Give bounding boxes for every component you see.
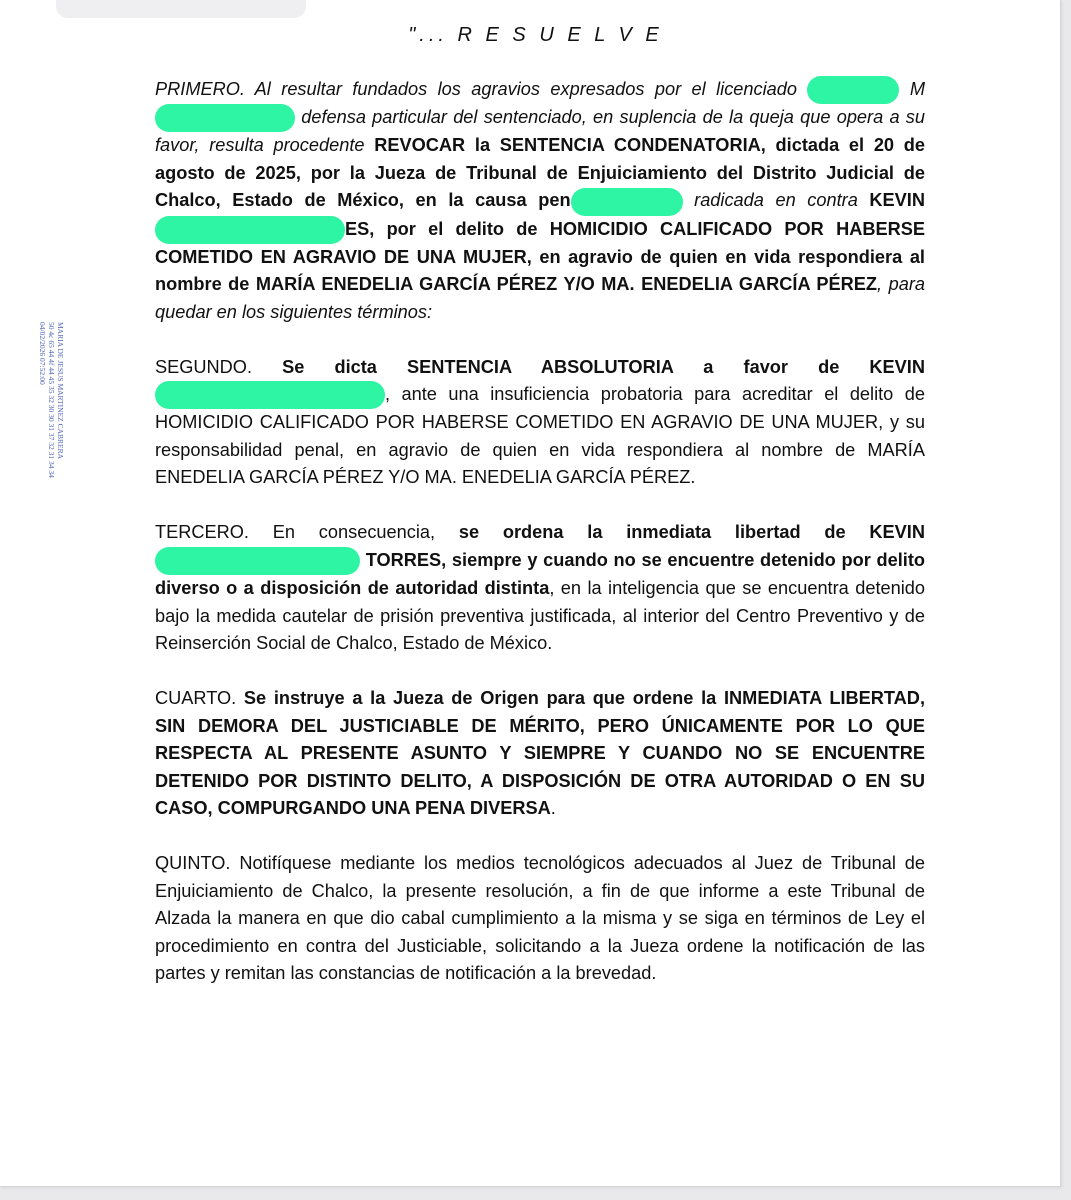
primero-text-1: Al resultar fundados los agravios expresados por el licenciado <box>244 79 808 99</box>
paragraph-cuarto <box>155 685 925 823</box>
tercero-text-2: , en la inteligencia que se encuentra detenido bajo la medida cautelar de prisión preventiva justificada, al interior del Centro Preventivo y de Reinserción Social de Chalco, Estado de México. <box>155 578 925 654</box>
paragraph-segundo <box>155 354 925 492</box>
paragraph-quinto <box>155 850 925 988</box>
segundo-label: SEGUNDO. <box>155 356 253 377</box>
paragraph-primero <box>155 76 925 326</box>
primero-bold-1: REVOCAR la SENTENCIA CONDENATORIA, dictada el 20 de agosto de 2025, por la Jueza de Tribunal de Enjuiciamiento del Distrito Judicial de Chalco, Estado de México, en la causa pen <box>155 135 925 211</box>
quinto-text-1: Notifíquese mediante los medios tecnológicos adecuados al Juez de Tribunal de Enjuiciamiento de Chalco, la presente resolución, a fin de que informe a este Tribunal de Alzada la manera en que dio cabal cumplimiento a la misma y se siga en términos de Ley el procedimiento en contra del Justiciable, solicitando a la Jueza ordene la notificación de las partes y remitan las constancias de notificación a la brevedad. <box>155 853 925 984</box>
tercero-label: TERCERO. <box>155 522 249 543</box>
signature-hash: 50 4c 65 44 4f 44 45 35 32 30 30 31 37 32 31 34 34 <box>47 322 56 478</box>
cuarto-text-1: . <box>550 798 556 819</box>
page-top-tab <box>56 0 306 18</box>
primero-text-4: radicada en contra <box>694 190 870 211</box>
electronic-signature-stamp <box>38 322 65 522</box>
paragraph-tercero <box>155 519 925 657</box>
redaction-mark <box>807 76 899 104</box>
tercero-text-1: En consecuencia, <box>248 522 459 543</box>
primero-bold-3: ES, por el delito de HOMICIDIO CALIFICADO POR HABERSE COMETIDO EN AGRAVIO DE UNA MUJER, en agravio de quien en vida respondiera al nombre de MARÍA ENEDELIA GARCÍA PÉREZ Y/O MA. ENEDELIA GARCÍA PÉREZ <box>155 218 925 295</box>
redaction-mark <box>571 188 683 216</box>
redaction-mark <box>155 381 385 409</box>
signature-date: 04/02/2026 07:52:00 <box>38 322 47 385</box>
primero-text-2: M <box>909 79 925 99</box>
tercero-bold-1: se ordena la inmediata libertad de KEVIN <box>458 522 925 543</box>
cuarto-bold-1: Se instruye a la Jueza de Origen para que ordene la INMEDIATA LIBERTAD, SIN DEMORA DEL JUSTICIABLE DE MÉRITO, PERO ÚNICAMENTE POR LO QUE RESPECTA AL PRESENTE ASUNTO Y SIEMPRE Y CUANDO NO SE ENCUENTRE DETENIDO POR DISTINTO DELITO, A DISPOSICIÓN DE OTRA AUTORIDAD O EN SU CASO, COMPURGANDO UNA PENA DIVERSA <box>155 688 925 819</box>
resolution-body <box>155 76 925 1015</box>
quinto-label: QUINTO. <box>155 853 231 874</box>
primero-label: PRIMERO. <box>155 79 245 99</box>
resuelve-heading: "... R E S U E L V E <box>408 24 663 46</box>
signature-name: MARIA DE JESUS MARTINEZ CABRERA <box>56 322 65 460</box>
redaction-mark <box>155 216 345 244</box>
primero-text-3: defensa particular del sentenciado, en suplencia de la queja que opera a su favor, resulta procedente <box>155 107 925 156</box>
primero-bold-2: KEVIN <box>869 190 925 211</box>
tercero-bold-2: TORRES, siempre y cuando no se encuentre detenido por delito diverso o a disposición de autoridad distinta <box>155 549 925 599</box>
redaction-mark <box>155 104 295 132</box>
segundo-text-1: , ante una insuficiencia probatoria para acreditar el delito de HOMICIDIO CALIFICADO POR HABERSE COMETIDO EN AGRAVIO DE UNA MUJER, y su responsabilidad penal, en agravio de quien en vida respondiera al nombre de MARÍA ENEDELIA GARCÍA PÉREZ Y/O MA. ENEDELIA GARCÍA PÉREZ. <box>155 384 925 488</box>
cuarto-label: CUARTO. <box>155 688 237 709</box>
redaction-mark <box>155 547 360 575</box>
segundo-bold-1: Se dicta SENTENCIA ABSOLUTORIA a favor de KEVIN <box>252 356 925 377</box>
primero-text-5: , para quedar en los siguientes términos: <box>155 274 925 322</box>
